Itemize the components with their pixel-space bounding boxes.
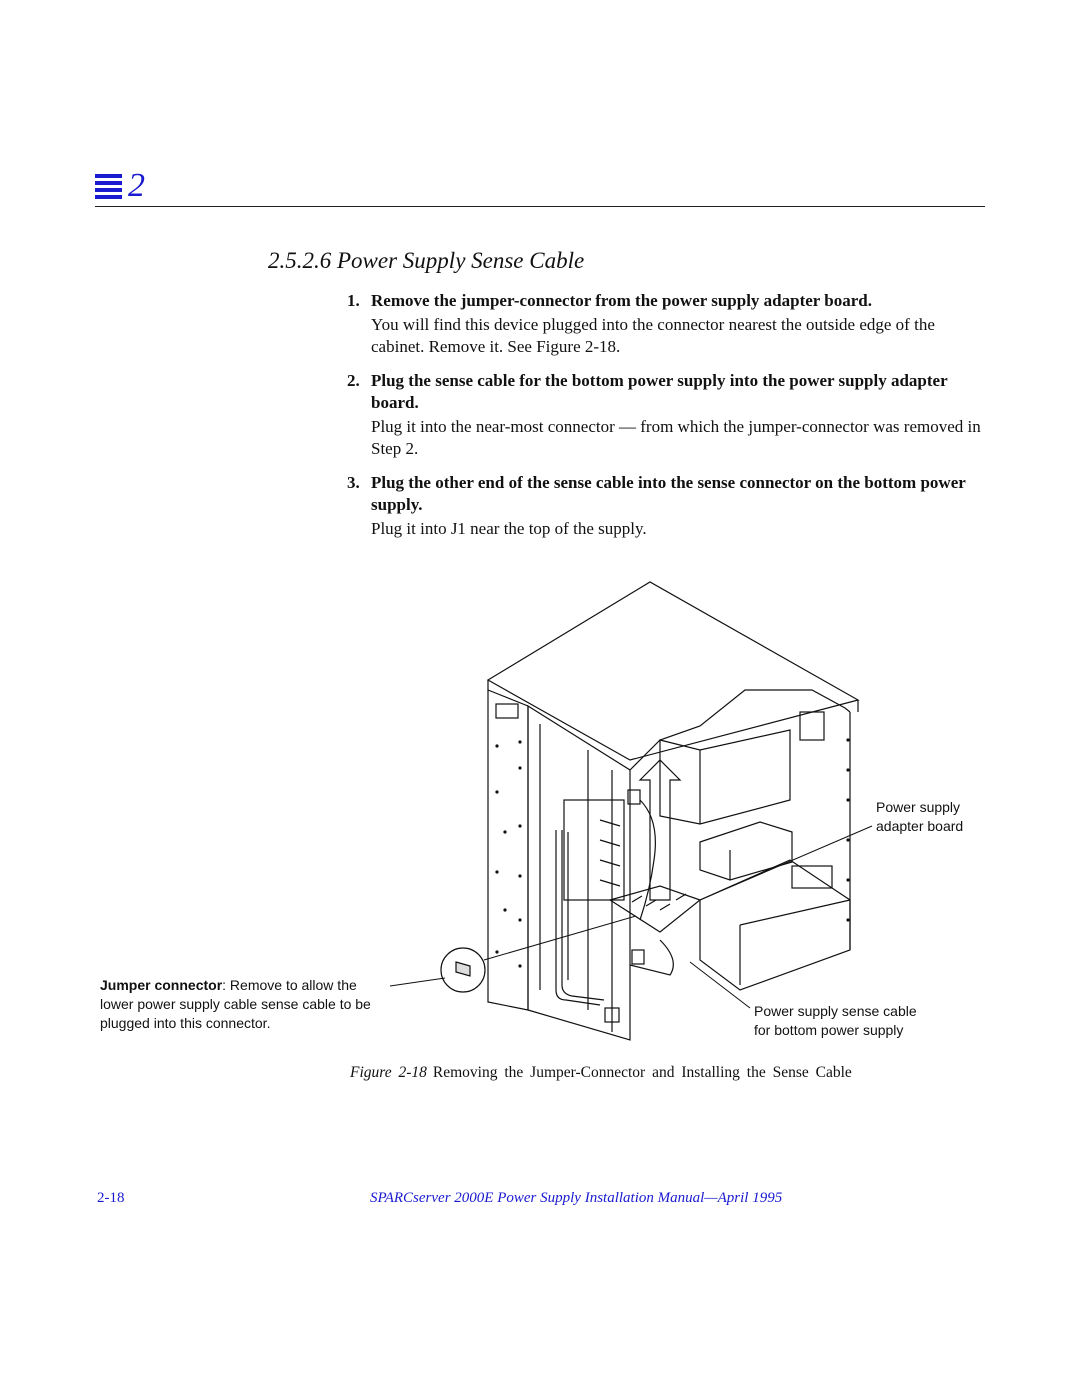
chapter-number: 2: [128, 167, 145, 204]
footer-title: SPARCserver 2000E Power Supply Installation Manual—April 1995: [370, 1190, 783, 1206]
callout-adapter-line1: Power supply: [876, 799, 961, 815]
callout-sense-line2: for bottom power supply: [754, 1022, 904, 1038]
step-1: [347, 290, 985, 358]
callout-adapter-line2: adapter board: [876, 818, 964, 834]
header-rule: [95, 206, 985, 207]
figure-caption-text: Removing the Jumper-Connector and Installing the Sense Cable: [432, 1064, 852, 1081]
callout-jumper-connector: [100, 976, 371, 1033]
callout-sense-line1: Power supply sense cable: [754, 1003, 917, 1019]
callout-jumper-bold: Jumper connector: [100, 977, 223, 993]
step-number: 3.: [347, 473, 360, 492]
step-2: [347, 370, 985, 460]
chapter-bars-icon: [95, 174, 122, 201]
step-body: Plug it into J1 near the top of the supply.: [371, 519, 647, 538]
step-heading: Plug the sense cable for the bottom power supply into the power supply adapter board.: [371, 371, 948, 412]
callout-sense-cable: [754, 1002, 917, 1040]
callout-jumper-rest: : Remove to allow the: [222, 977, 357, 993]
step-number: 2.: [347, 371, 360, 390]
step-number: 1.: [347, 291, 360, 310]
step-heading: Remove the jumper-connector from the power supply adapter board.: [371, 291, 872, 310]
figure-id: Figure 2-18: [350, 1064, 427, 1081]
step-3: [347, 472, 985, 540]
step-body: Plug it into the near-most connector — from which the jumper-connector was removed in Step 2.: [371, 417, 981, 458]
step-heading: Plug the other end of the sense cable into the sense connector on the bottom power supply.: [371, 473, 966, 514]
step-body: You will find this device plugged into the connector nearest the outside edge of the cabinet. Remove it. See Figure 2-18.: [371, 315, 935, 356]
page-number: 2-18: [97, 1190, 125, 1206]
section-title: 2.5.2.6 Power Supply Sense Cable: [268, 248, 585, 273]
figure-2-18: [0, 570, 1080, 1060]
callout-adapter-board: [876, 798, 963, 836]
callout-jumper-line3: plugged into this connector.: [100, 1015, 271, 1031]
figure-caption: [350, 1062, 852, 1084]
callout-jumper-line2: lower power supply cable sense cable to be: [100, 996, 371, 1012]
